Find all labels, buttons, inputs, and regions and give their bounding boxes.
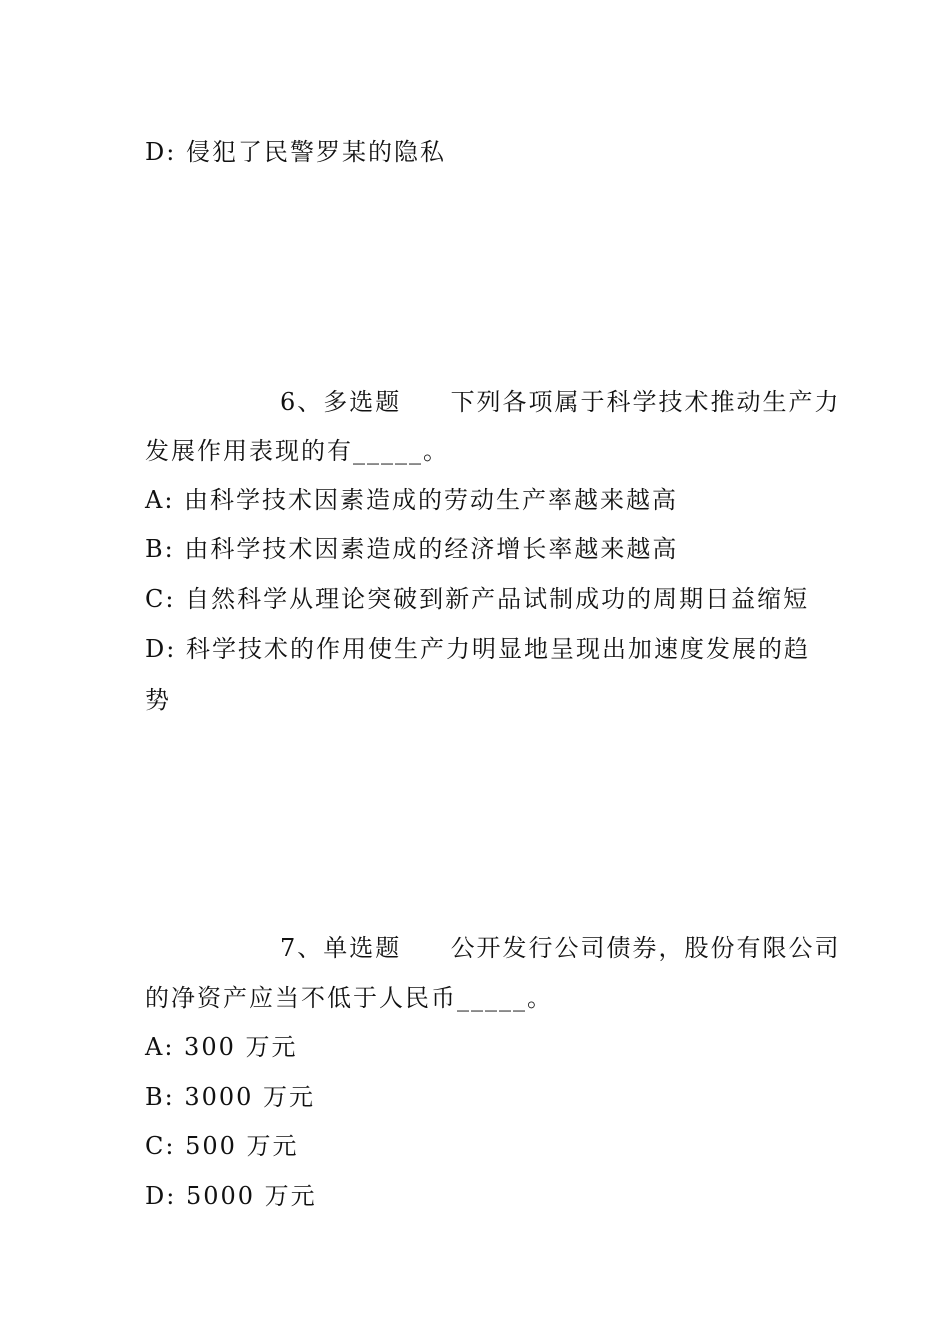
question-6-option-c: C: 自然科学从理论突破到新产品试制成功的周期日益缩短 (145, 585, 810, 613)
question-6-option-d-continued: 势 (145, 686, 171, 714)
question-7-type: 7、单选题 (280, 934, 402, 962)
question-7-heading (280, 932, 841, 964)
question-6-type: 6、多选题 (280, 388, 402, 416)
question-7-option-c: C: 500 万元 (145, 1132, 299, 1160)
question-6-heading (280, 386, 841, 418)
question-7-option-a: A: 300 万元 (145, 1033, 298, 1061)
question-7-option-d: D: 5000 万元 (145, 1182, 317, 1210)
question-6-option-a: A: 由科学技术因素造成的劳动生产率越来越高 (145, 486, 679, 514)
question-7-stem-line1: 公开发行公司债券，股份有限公司 (450, 934, 841, 962)
question-6-option-b: B: 由科学技术因素造成的经济增长率越来越高 (145, 535, 679, 563)
question-6-option-d: D: 科学技术的作用使生产力明显地呈现出加速度发展的趋 (145, 635, 810, 663)
prev-question-option-d: D: 侵犯了民警罗某的隐私 (145, 138, 446, 166)
question-7-option-b: B: 3000 万元 (145, 1083, 316, 1111)
question-6-stem-line2: 发展作用表现的有_____。 (145, 437, 449, 465)
question-7-stem-line2: 的净资产应当不低于人民币_____。 (145, 984, 553, 1012)
question-6-stem-line1: 下列各项属于科学技术推动生产力 (450, 388, 841, 416)
